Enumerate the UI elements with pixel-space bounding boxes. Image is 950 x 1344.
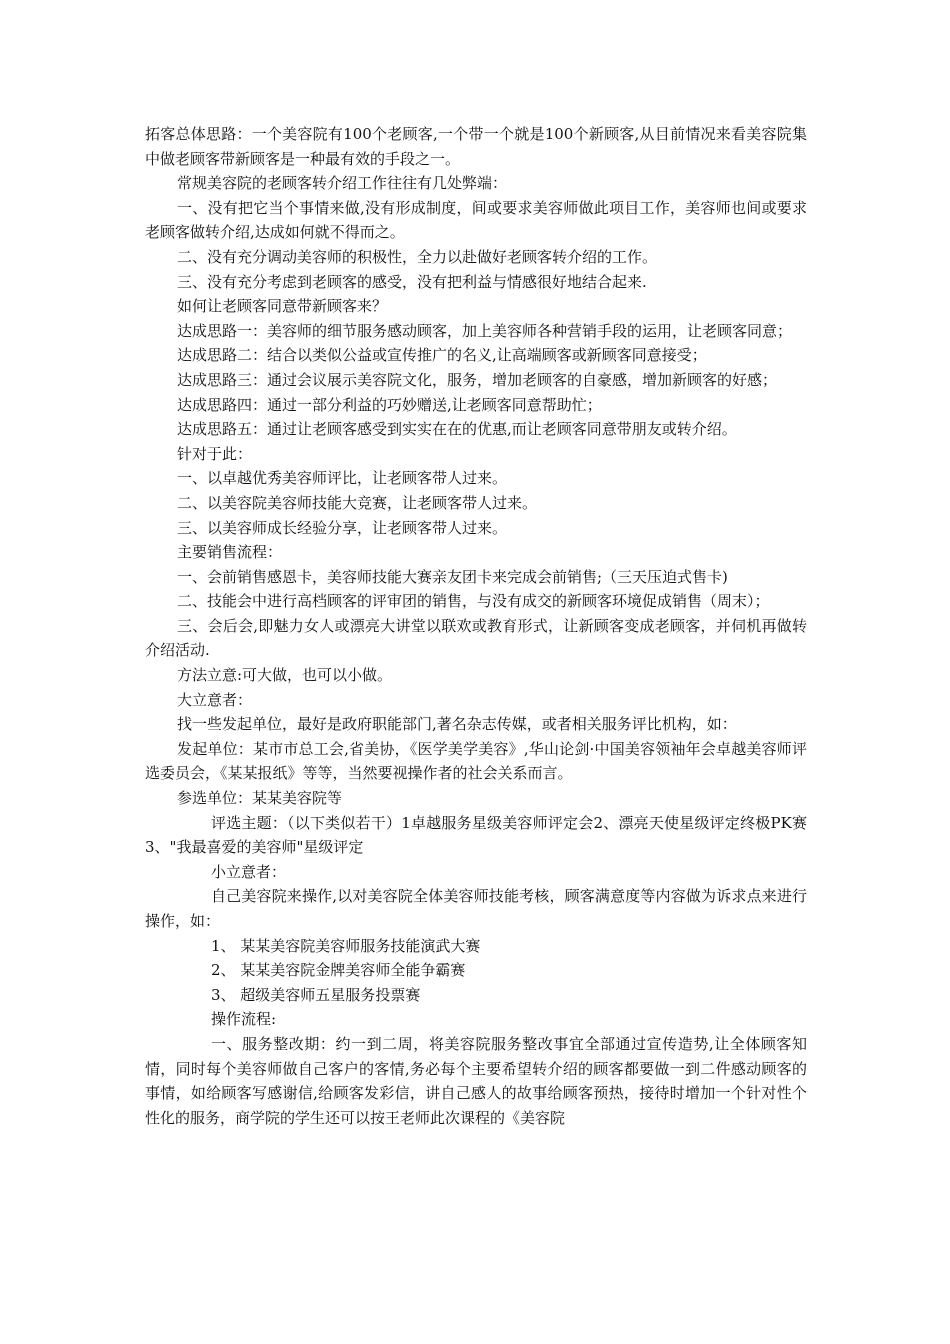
paragraph: 1、 某某美容院美容师服务技能演武大赛 — [211, 936, 481, 955]
paragraph: 方法立意:可大做，也可以小做。 — [177, 666, 393, 685]
paragraph: 如何让老顾客同意带新顾客来？ — [177, 297, 388, 316]
paragraph: 一、没有把它当个事情来做,没有形成制度，间或要求美容师做此项目工作，美容师也间或要求老顾客做转介绍,达成如何就不得而之。 — [145, 198, 807, 242]
paragraph: 二、没有充分调动美容师的积极性，全力以赴做好老顾客转介绍的工作。 — [177, 247, 658, 266]
paragraph: 大立意者： — [177, 690, 253, 709]
paragraph: 达成思路一：美容师的细节服务感动顾客，加上美容师各种营销手段的运用，让老顾客同意； — [177, 321, 793, 340]
paragraph: 3、 超级美容师五星服务投票赛 — [211, 985, 421, 1004]
paragraph: 达成思路五：通过让老顾客感受到实实在在的优惠,而让老顾客同意带朋友或转介绍。 — [177, 420, 737, 439]
paragraph: 参选单位：某某美容院等 — [177, 789, 343, 808]
paragraph: 达成思路四：通过一部分利益的巧妙赠送,让老顾客同意帮助忙； — [177, 395, 602, 414]
paragraph: 达成思路三：通过会议展示美容院文化，服务，增加老顾客的自豪感，增加新顾客的好感； — [177, 370, 778, 389]
paragraph: 找一些发起单位，最好是政府职能部门,著名杂志传媒，或者相关服务评比机构，如： — [177, 715, 737, 734]
paragraph: 常规美容院的老顾客转介绍工作往往有几处弊端： — [177, 174, 508, 193]
paragraph: 操作流程: — [211, 1010, 277, 1029]
paragraph: 三、以美容师成长经验分享，让老顾客带人过来。 — [177, 518, 508, 537]
paragraph: 达成思路二：结合以类似公益或宣传推广的名义,让高端顾客或新顾客同意接受； — [177, 346, 707, 365]
paragraph: 一、会前销售感恩卡，美容师技能大赛亲友团卡来完成会前销售;（三天压迫式售卡) — [177, 567, 728, 586]
paragraph: 二、技能会中进行高档顾客的评审团的销售，与没有成交的新顾客环境促成销售（周末）； — [177, 592, 770, 611]
paragraph: 主要销售流程： — [177, 543, 283, 562]
paragraph: 小立意者： — [211, 862, 287, 881]
document-body — [145, 122, 807, 1130]
paragraph: 三、会后会,即魅力女人或漂亮大讲堂以联欢或教育形式，让新顾客变成老顾客，并伺机再做转介绍活动. — [145, 616, 807, 660]
paragraph: 拓客总体思路：一个美容院有100个老顾客,一个带一个就是100个新顾客,从目前情况来看美容院集中做老顾客带新顾客是一种最有效的手段之一。 — [145, 125, 807, 168]
paragraph: 发起单位：某市市总工会,省美协，《医学美学美容》,华山论剑·中国美容领袖年会卓越美容师评选委员会，《某某报纸》等等，当然要视操作者的社会关系而言。 — [145, 739, 807, 783]
paragraph: 评选主题：（以下类似若干）1卓越服务星级美容师评定会2、漂亮天使星级评定终极PK赛3、"我最喜爱的美容师"星级评定 — [145, 813, 807, 857]
paragraph: 针对于此： — [177, 444, 253, 463]
paragraph: 自己美容院来操作,以对美容院全体美容师技能考核，顾客满意度等内容做为诉求点来进行操作，如： — [145, 887, 807, 930]
paragraph: 一、服务整改期：约一到二周，将美容院服务整改事宜全部通过宣传造势,让全体顾客知情，同时每个美容师做自己客户的客情,务必每个主要希望转介绍的顾客都要做一到二件感动顾客的事情，如给顾客写感谢信,给顾客发彩信，讲自己感人的故事给顾客预热，接待时增加一个针对性个性化的服务，商学院的学生还可以按王老师此次课程的《美容院 — [145, 1034, 807, 1127]
paragraph: 2、 某某美容院金牌美容师全能争霸赛 — [211, 961, 466, 980]
paragraph: 二、以美容院美容师技能大竞赛，让老顾客带人过来。 — [177, 493, 538, 512]
paragraph: 一、以卓越优秀美容师评比，让老顾客带人过来。 — [177, 469, 508, 488]
paragraph: 三、没有充分考虑到老顾客的感受，没有把利益与情感很好地结合起来. — [177, 272, 647, 291]
